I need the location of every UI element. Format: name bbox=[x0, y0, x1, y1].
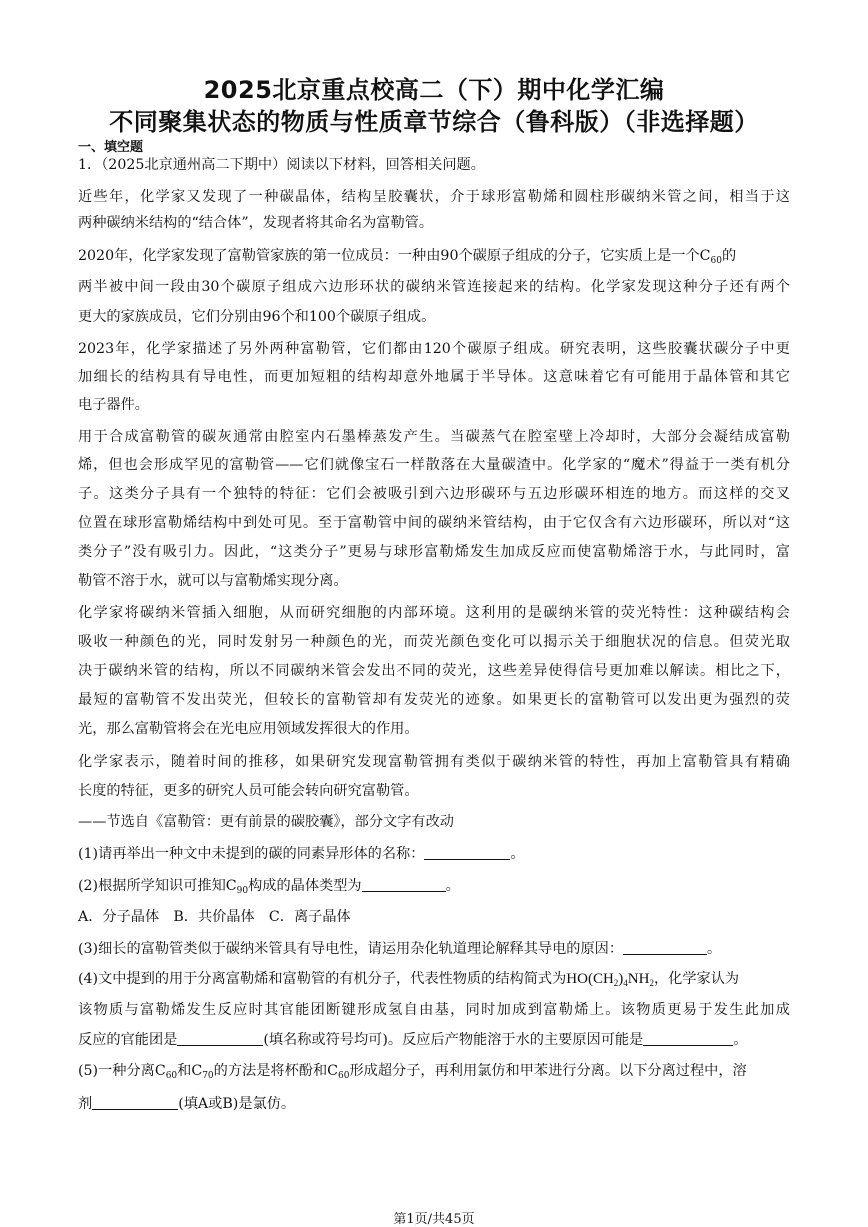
subquestion-1: (1)请再举出一种文中未提到的碳的同素异形体的名称： 。 bbox=[78, 846, 525, 862]
paragraph-line: 加细长的结构具有导电性，而更加短粗的结构却意外地属于半导体。这意味着它有可能用于晶体管和其它 bbox=[78, 369, 790, 385]
subquestion-3: (3)细长的富勒管类似于碳纳米管具有导电性，请运用杂化轨道理论解释其导电的原因： 。 bbox=[78, 941, 722, 957]
structural-formula: $HO(CH_2)_4NH_2$ bbox=[566, 971, 654, 988]
paragraph-line: 更大的家族成员，它们分别由96个和100个碳原子组成。 bbox=[78, 309, 436, 325]
paragraph-line: 两半被中间一段由30个碳原子组成六边形环状的碳纳米管连接起来的结构。化学家发现这种分子还有两个 bbox=[78, 279, 790, 295]
answer-blank[interactable] bbox=[424, 845, 510, 860]
paragraph-line: 2020年，化学家发现了富勒管家族的第一位成员：一种由90个碳原子组成的分子，它实质上是一个$C_{60}$的 bbox=[78, 248, 737, 266]
answer-blank[interactable] bbox=[643, 1031, 733, 1046]
subquestion-4: (4)文中提到的用于分离富勒烯和富勒管的有机分子，代表性物质的结构简式为$HO(CH_2)_4NH_2$，化学家认为 bbox=[78, 971, 740, 988]
question-intro: 1．（2025北京通州高二下期中）阅读以下材料，回答相关问题。 bbox=[78, 157, 485, 173]
paragraph-line: 吸收一种颜色的光，同时发射另一种颜色的光，而荧光颜色变化可以揭示关于细胞状况的信息。但荧光取 bbox=[78, 634, 790, 650]
source-citation: ——节选自《富勒管：更有前景的碳胶囊》，部分文字有改动 bbox=[78, 814, 454, 830]
paragraph-line: 两种碳纳米结构的“结合体”，发现者将其命名为富勒管。 bbox=[78, 215, 434, 231]
paragraph-line: 2023年，化学家描述了另外两种富勒管，它们都由120个碳原子组成。研究表明，这些胶囊状碳分子中更 bbox=[78, 341, 790, 357]
subquestion-4-line: 反应的官能团是 (填名称或符号均可)。反应后产物能溶于水的主要原因可能是 。 bbox=[78, 1032, 748, 1048]
subquestion-5: (5)一种分离$C_{60}$和$C_{70}$的方法是将杯酚和$C_{60}$形成超分子，再利用氯仿和甲苯进行分离。以下分离过程中，溶 bbox=[78, 1063, 747, 1081]
paragraph-line: 用于合成富勒管的碳灰通常由腔室内石墨棒蒸发产生。当碳蒸气在腔室壁上冷却时，大部分会凝结成富勒 bbox=[78, 429, 790, 445]
paragraph-line: 长度的特征，更多的研究人员可能会转向研究富勒管。 bbox=[78, 783, 419, 799]
paragraph-line: 化学家将碳纳米管插入细胞，从而研究细胞的内部环境。这利用的是碳纳米管的荧光特性：这种碳结构会 bbox=[78, 605, 790, 621]
answer-blank[interactable] bbox=[362, 877, 446, 892]
subquestion-5-line: 剂 (填A或B)是氯仿。 bbox=[78, 1096, 296, 1112]
paragraph-line: 近些年，化学家又发现了一种碳晶体，结构呈胶囊状，介于球形富勒烯和圆柱形碳纳米管之间，相当于这 bbox=[78, 189, 790, 205]
paragraph-line: 子。这类分子具有一个独特的特征：它们会被吸引到六边形碳环与五边形碳环相连的地方。而这样的交叉 bbox=[78, 486, 790, 502]
paragraph-line: 决于碳纳米管的结构，所以不同碳纳米管会发出不同的荧光，这些差异使得信号更加难以解读。相比之下， bbox=[78, 663, 790, 679]
answer-blank[interactable] bbox=[177, 1031, 263, 1046]
answer-blank[interactable] bbox=[92, 1095, 178, 1110]
paragraph-line: 电子器件。 bbox=[78, 397, 149, 413]
section-heading: 一、填空题 bbox=[78, 140, 144, 155]
page-title: 2025北京重点校高二（下）期中化学汇编 bbox=[203, 76, 665, 104]
page-subtitle: 不同聚集状态的物质与性质章节综合（鲁科版）（非选择题） bbox=[109, 108, 759, 136]
subquestion-2-options: A．分子晶体 B．共价晶体 C．离子晶体 bbox=[78, 909, 351, 925]
page-footer: 第1页/共45页 bbox=[393, 1212, 475, 1227]
subquestion-4-line: 该物质与富勒烯发生反应时其官能团断键形成氢自由基，同时加成到富勒烯上。该物质更易于发生此加成 bbox=[78, 1002, 790, 1018]
paragraph-line: 勒管不溶于水，就可以与富勒烯实现分离。 bbox=[78, 573, 348, 589]
paragraph-line: 光，那么富勒管将会在光电应用领域发挥很大的作用。 bbox=[78, 721, 419, 737]
answer-blank[interactable] bbox=[623, 940, 707, 955]
paragraph-line: 最短的富勒管不发出荧光，但较长的富勒管却有发荧光的迹象。如果更长的富勒管可以发出更为强烈的荧 bbox=[78, 692, 790, 708]
paragraph-line: 位置在球形富勒烯结构中到处可见。至于富勒管中间的碳纳米管结构，由于它仅含有六边形碳环，所以对“这 bbox=[78, 515, 790, 531]
subquestion-2: (2)根据所学知识可推知$C_{90}$构成的晶体类型为 。 bbox=[78, 878, 460, 896]
paragraph-line: 化学家表示，随着时间的推移，如果研究发现富勒管拥有类似于碳纳米管的特性，再加上富勒管具有精确 bbox=[78, 754, 790, 770]
paragraph-line: 烯，但也会形成罕见的富勒管——它们就像宝石一样散落在大量碳渣中。化学家的“魔术”得益于一类有机分 bbox=[78, 457, 790, 473]
paragraph-line: 类分子”没有吸引力。因此，“这类分子”更易与球形富勒烯发生加成反应而使富勒烯溶于水，与此同时，富 bbox=[78, 544, 790, 560]
